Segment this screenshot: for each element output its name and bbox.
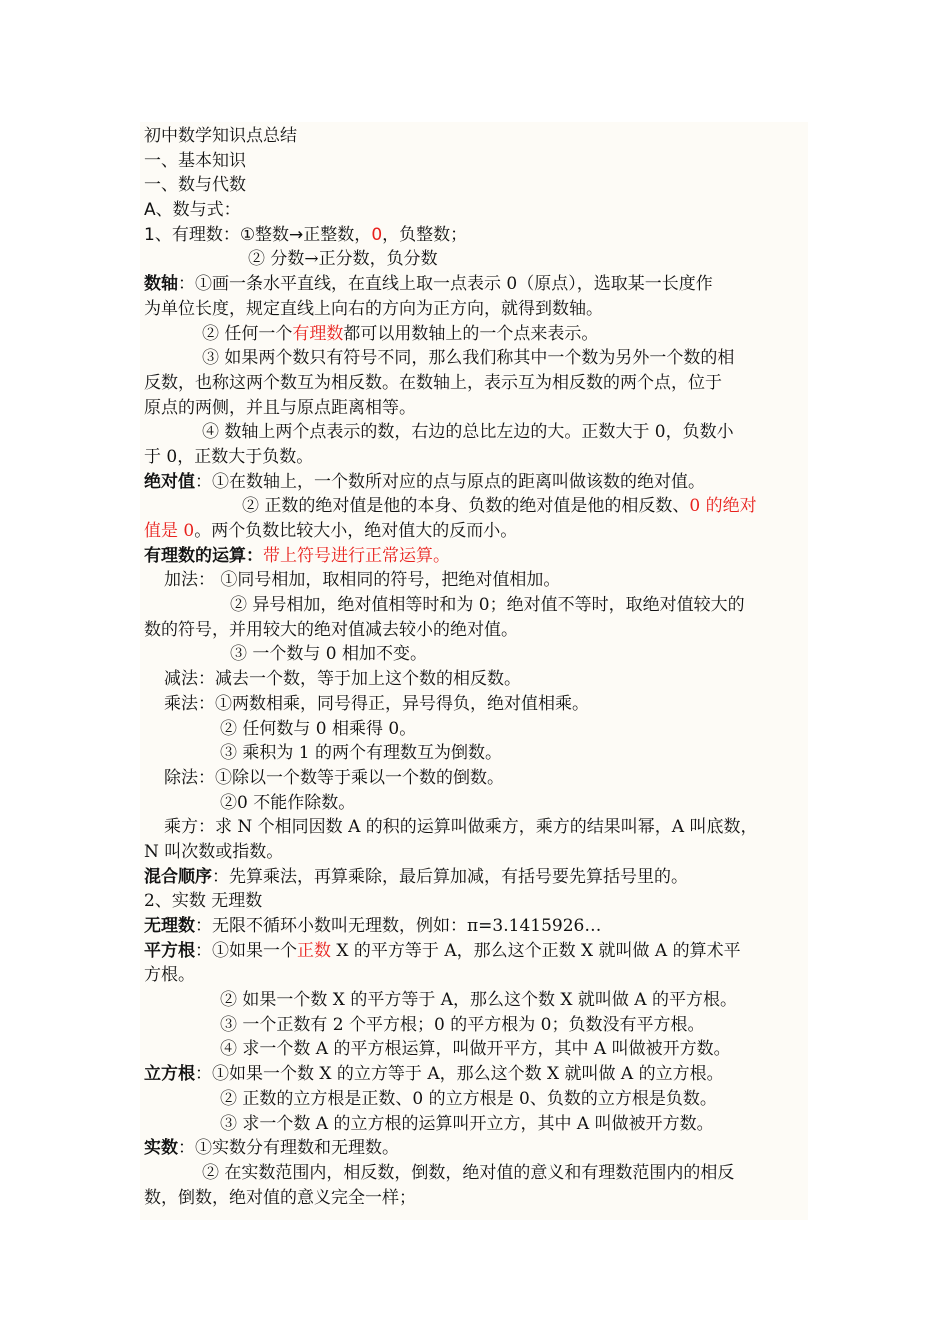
number-axis-line-2: 为单位长度，规定直线上向右的方向为正方向，就得到数轴。 [144,298,603,319]
subtraction-rule: 减法：减去一个数，等于加上这个数的相反数。 [164,669,521,690]
addition-rule-1: 加法： ①同号相加，取相同的符号，把绝对值相加。 [164,570,561,591]
multiplication-rule-3: ③ 乘积为 1 的两个有理数互为倒数。 [220,743,503,764]
absolute-value-line-2: ② 正数的绝对值是他的本身、负数的绝对值是他的相反数、0 的绝对 [242,496,757,517]
square-root-line-4: ③ 一个正数有 2 个平方根；0 的平方根为 0；负数没有平方根。 [220,1014,705,1035]
real-number-line-1: 实数：①实数分有理数和无理数。 [144,1138,399,1159]
number-axis-line-5: 反数，也称这两个数互为相反数。在数轴上，表示互为相反数的两个点，位于 [144,372,722,393]
rational-line-2: ② 分数→正分数，负分数 [248,249,438,270]
term-real-number: 实数 [144,1138,178,1159]
term-square-root: 平方根 [144,940,195,961]
cube-root-line-1: 立方根：①如果一个数 X 的立方等于 A，那么这个数 X 就叫做 A 的立方根。 [144,1064,724,1085]
number-axis-line-8: 于 0，正数大于负数。 [144,446,314,467]
multiplication-rule-2: ② 任何数与 0 相乘得 0。 [220,718,417,739]
real-number-line-3: 数，倒数，绝对值的意义完全一样； [144,1187,416,1208]
rational-line-1: 1、有理数：①整数→正整数，0，负整数； [144,224,468,245]
number-axis-line-6: 原点的两侧，并且与原点距离相等。 [144,397,416,418]
term-irrational: 无理数 [144,916,195,936]
division-rule-2: ②0 不能作除数。 [220,792,356,813]
cube-root-line-3: ③ 求一个数 A 的立方根的运算叫开立方，其中 A 叫做被开方数。 [220,1113,714,1134]
section-heading-basic: 一、基本知识 [144,150,246,171]
number-axis-line-1: 数轴：①画一条水平直线，在直线上取一点表示 0（原点），选取某一长度作 [144,274,713,295]
power-rule-1: 乘方：求 N 个相同因数 A 的积的运算叫做乘方，乘方的结果叫幂，A 叫底数， [164,817,758,838]
doc-title: 初中数学知识点总结 [144,126,297,146]
term-cube-root: 立方根 [144,1064,195,1085]
addition-rule-3: ③ 一个数与 0 相加不变。 [230,644,428,665]
term-mixed-order: 混合顺序 [144,866,212,887]
real-number-heading: 2、实数 无理数 [144,891,263,912]
square-root-line-5: ④ 求一个数 A 的平方根运算，叫做开平方，其中 A 叫做被开方数。 [220,1039,731,1060]
cube-root-line-2: ② 正数的立方根是正数、0 的立方根是 0、负数的立方根是负数。 [220,1088,717,1109]
number-axis-line-7: ④ 数轴上两个点表示的数，右边的总比左边的大。正数大于 0，负数小 [202,422,734,443]
addition-rule-2-cont: 数的符号，并用较大的绝对值减去较小的绝对值。 [144,619,518,640]
square-root-line-3: ② 如果一个数 X 的平方等于 A，那么这个数 X 就叫做 A 的平方根。 [220,990,737,1011]
term-rational-operations: 有理数的运算 [144,545,246,566]
power-rule-2: N 叫次数或指数。 [144,841,284,862]
term-absolute-value: 绝对值 [144,471,195,492]
number-axis-line-4: ③ 如果两个数只有符号不同，那么我们称其中一个数为另外一个数的相 [202,348,735,369]
subsection-heading-a: A、数与式： [144,200,241,221]
number-axis-line-3: ② 任何一个有理数都可以用数轴上的一个点来表示。 [202,323,599,344]
absolute-value-line-1: 绝对值：①在数轴上，一个数所对应的点与原点的距离叫做该数的绝对值。 [144,471,705,492]
square-root-line-2: 方根。 [144,965,195,986]
document-body [140,122,808,1220]
real-number-line-2: ② 在实数范围内，相反数，倒数，绝对值的意义和有理数范围内的相反 [202,1162,735,1183]
operations-heading: 有理数的运算：带上符号进行正常运算。 [144,545,450,566]
irrational-line: 无理数：无限不循环小数叫无理数，例如：π=3.1415926… [144,916,602,936]
section-heading-numbers-algebra: 一、数与代数 [144,175,246,196]
mixed-order-line: 混合顺序：先算乘法，再算乘除，最后算加减，有括号要先算括号里的。 [144,866,688,887]
division-rule-1: 除法：①除以一个数等于乘以一个数的倒数。 [164,767,504,788]
absolute-value-line-3: 值是 0。两个负数比较大小，绝对值大的反而小。 [144,521,518,541]
term-number-axis: 数轴 [144,274,178,295]
square-root-line-1: 平方根：①如果一个正数 X 的平方等于 A，那么这个正数 X 就叫做 A 的算术平 [144,940,741,961]
addition-rule-2: ② 异号相加，绝对值相等时和为 0；绝对值不等时，取绝对值较大的 [230,595,745,616]
multiplication-rule-1: 乘法：①两数相乘，同号得正，异号得负，绝对值相乘。 [164,693,589,714]
